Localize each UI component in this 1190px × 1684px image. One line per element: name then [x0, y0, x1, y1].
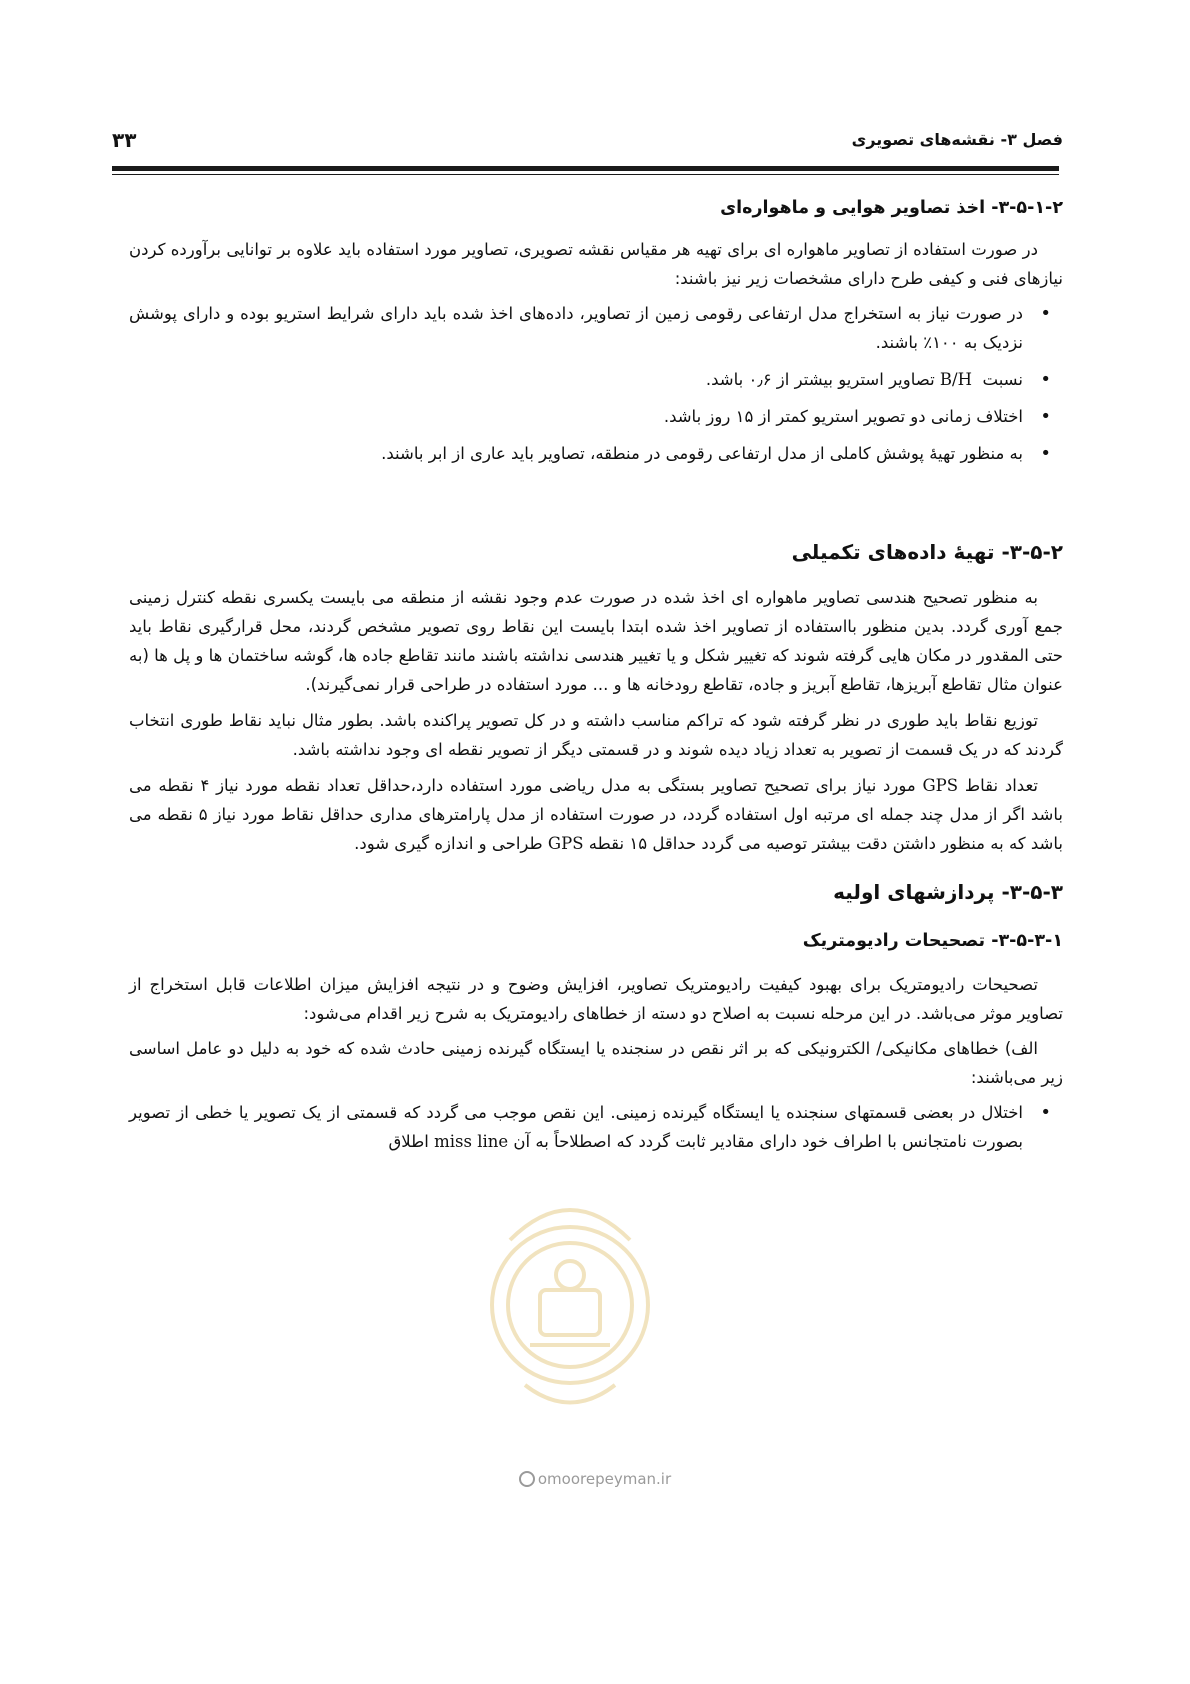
section-heading: ۳-۵-۳-۱- تصحیحات رادیومتریک: [802, 931, 1063, 951]
list-item-text: تصاویر استریو بیشتر از ۰٫۶ باشد.: [705, 370, 935, 389]
section-radiometric: [129, 927, 1063, 1156]
list-item-text: نسبت: [982, 370, 1023, 389]
list-item: • در صورت نیاز به استخراج مدل ارتفاعی رقومی زمین از تصاویر، داده‌های اخذ شده باید دارای شرایط استریو بوده و دارای پوشش نزدیک به ۱۰۰٪ باشند.: [129, 299, 1063, 357]
section-heading: ۳-۵-۳- پردازشهای اولیه: [833, 880, 1063, 904]
paragraph: [129, 771, 1063, 858]
section-supplementary: [129, 538, 1063, 858]
footer-site-text: omoorepeyman.ir: [537, 1470, 672, 1488]
section-aerial: [129, 194, 1063, 468]
list-item-text: اختلال در بعضی قسمتهای سنجنده یا ایستگاه گیرنده زمینی. این نقص موجب می گردد که قسمتی از یک تصویر یا خطی از تصویر بصورت نامتجانس با اطراف خود دارای مقادیر ثابت گردد که اصطلاحاً به آن: [129, 1103, 1023, 1151]
section-preprocessing: [129, 878, 1063, 907]
bullet-list: [129, 299, 1063, 468]
list-item: [129, 365, 1063, 394]
header-rule-thick: [112, 166, 1059, 171]
section-heading: ۳-۵-۱-۲- اخذ تصاویر هوایی و ماهواره‌ای: [720, 198, 1063, 218]
section-heading: ۳-۵-۲- تهیهٔ داده‌های تکمیلی: [791, 540, 1063, 564]
paragraph: توزیع نقاط باید طوری در نظر گرفته شود که تراکم مناسب داشته و در کل تصویر پراکنده باشد. بطور مثال نباید نقاط طوری انتخاب گردند که در یک قسمت از تصویر به تعداد زیاد دیده شوند و در قسمتی دیگر از تصویر نقطه ای وجود نداشته باشد.: [129, 711, 1063, 759]
list-item: [129, 1098, 1063, 1156]
list-item-text: اطلاق: [388, 1132, 429, 1151]
ratio-term: B/H: [939, 370, 972, 389]
gps-term: GPS: [922, 776, 959, 795]
paragraph-text: طراحی و اندازه گیری شود.: [354, 834, 543, 853]
footer-website: [0, 1470, 1190, 1488]
chapter-title: فصل ۳- نقشه‌های تصویری: [851, 130, 1063, 149]
paragraph-text: مورد نیاز برای تصحیح تصاویر بستگی به مدل ریاضی مورد استفاده دارد،حداقل تعداد نقطه مورد نیاز ۴ نقطه می باشد اگر از مدل چند جمله ای مرتبه اول استفاده گردد، در صورت استفاده از مدل پارامترهای مداری حداقل نقاط مورد نیاز ۵ نقطه می باشد که به منظور داشتن دقت بیشتر توصیه می گردد حداقل ۱۵ نقطه: [129, 776, 1063, 853]
miss-line-term: miss line: [434, 1132, 509, 1151]
header-rule-thin: [112, 174, 1059, 175]
list-item: • اختلاف زمانی دو تصویر استریو کمتر از ۱۵ روز باشد.: [129, 402, 1063, 431]
seal-logo-icon: [470, 1170, 670, 1440]
paragraph: در صورت استفاده از تصاویر ماهواره ای برای تهیه هر مقیاس نقشه تصویری، تصاویر مورد استفاده باید علاوه بر توانایی برآورده کردن نیازهای فنی و کیفی طرح دارای مشخصات زیر نیز باشند:: [129, 240, 1063, 288]
paragraph: به منظور تصحیح هندسی تصاویر ماهواره ای اخذ شده در صورت عدم وجود نقشه از منطقه می بایست یکسری نقطه کنترل زمینی جمع آوری گردد. بدین منظور بااستفاده از تصاویر اخذ شده ابتدا بایست این نقاط روی تصویر مشخص گردند، محل قرارگیری نقاط باید حتی المقدور در مکان هایی گرفته شوند که تغییر شکل و یا تغییر هندسی نداشته باشند مانند تقاطع جاده ها، گوشه ساختمان ها و پل ها (به عنوان مثال تقاطع آبریزها، تقاطع آبریز و جاده، تقاطع رودخانه ها و ... مورد استفاده در طراحی قرار نمی‌گیرند).: [129, 588, 1063, 694]
paragraph-text: تعداد نقاط: [964, 776, 1038, 795]
paragraph: تصحیحات رادیومتریک برای بهبود کیفیت رادیومتریک تصاویر، افزایش وضوح و در نتیجه افزایش میزان اطلاعات قابل استخراج از تصاویر موثر می‌باشد. در این مرحله نسبت به اصلاح دو دسته از خطاهای رادیومتریک به شرح زیر اقدام می‌شود:: [129, 975, 1063, 1023]
gps-term: GPS: [547, 834, 584, 853]
page-body: [129, 188, 1063, 1156]
page-number: ۳۳: [112, 128, 137, 152]
list-item: • به منظور تهیهٔ پوشش کاملی از مدل ارتفاعی رقومی در منطقه، تصاویر باید عاری از ابر باشند.: [129, 439, 1063, 468]
bullet-list: [129, 1098, 1063, 1156]
at-sign-icon: [519, 1471, 535, 1487]
paragraph: الف) خطاهای مکانیکی/ الکترونیکی که بر اثر نقص در سنجنده یا ایستگاه گیرنده زمینی حادث شده که خود به دلیل دو عامل اساسی زیر می‌باشند:: [129, 1039, 1063, 1087]
